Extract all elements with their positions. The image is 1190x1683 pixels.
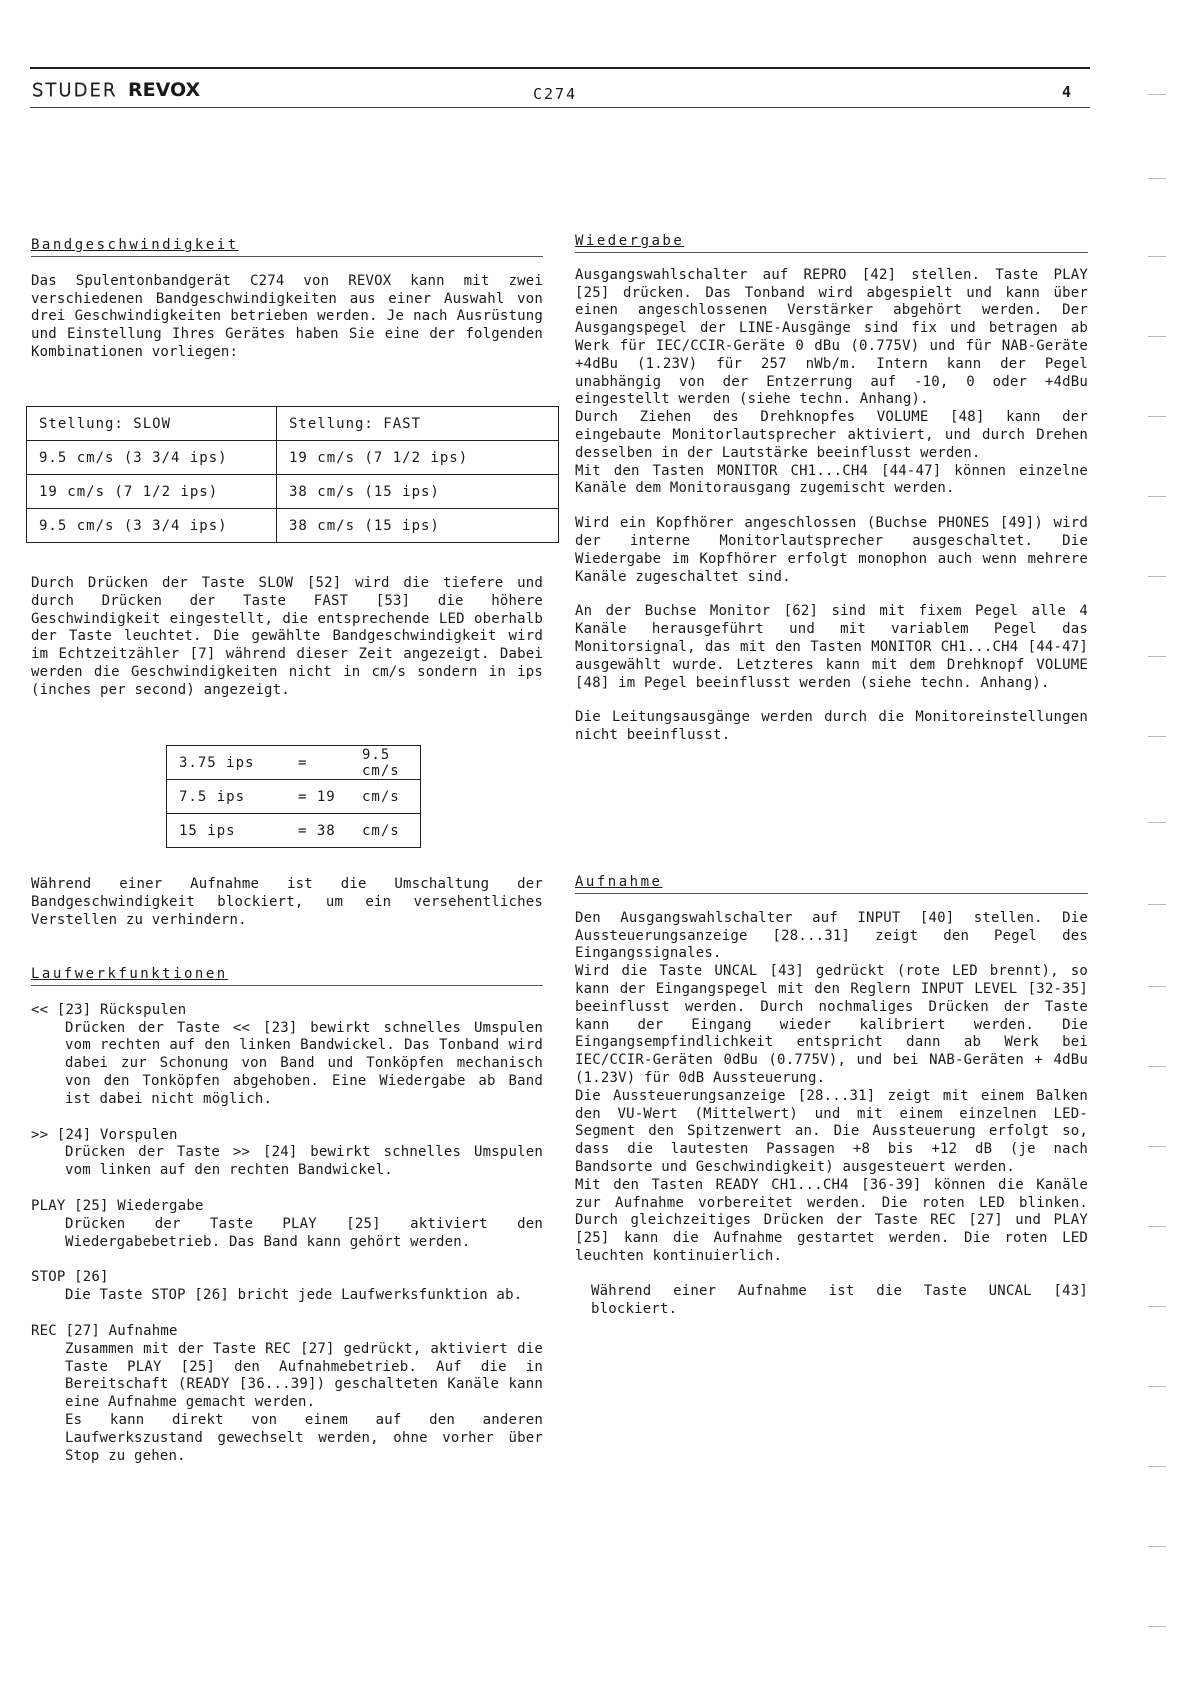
list-item [31, 1002, 543, 1109]
margin-tick [1148, 336, 1166, 337]
heading-wiedergabe: Wiedergabe [575, 233, 685, 249]
ips-conversion-table [166, 745, 421, 848]
table-header-cell: Stellung: FAST [277, 407, 559, 441]
margin-tick [1148, 576, 1166, 577]
item-label: PLAY [25] Wiedergabe [31, 1197, 204, 1214]
aufnahme-p4: Mit den Tasten READY CH1...CH4 [36-39] können die Kanäle zur Aufnahme vorbereitet werden. Die roten LED blinken. Durch gleichzeitiges Drücken der Taste REC [27] und PLAY [25] kann die Aufnahme gestartet werden. Die roten LED leuchten kontinuierlich. [575, 1176, 1088, 1264]
model-number: C274 [533, 85, 578, 103]
page-number: 4 [1062, 83, 1072, 101]
margin-tick [1148, 822, 1166, 823]
margin-tick [1148, 1146, 1166, 1147]
heading-bandgeschwindigkeit: Bandgeschwindigkeit [31, 237, 239, 253]
item-text: Drücken der Taste << [23] bewirkt schnelles Umspulen vom rechten auf den linken Bandwickel. Das Tonband wird dabei zur Schonung von Band und Tonköpfen mechanisch von den Tonköpfen abgehoben. Eine Wiedergabe ab Band ist dabei nicht möglich. [65, 1019, 543, 1107]
aufnahme-p2: Wird die Taste UNCAL [43] gedrückt (rote LED brennt), so kann der Eingangspegel mit den Reglern INPUT LEVEL [32-35] beeinflusst werden. Durch nochmaliges Drücken der Taste kann der Eingang wieder kalibriert werden. Die Eingangsempfindlichkeit entspricht dann ab Werk bei IEC/CCIR-Geräten 0dBu (0.775V), und bei NAB-Geräten + 4dBu (1.23V) für 0dB Aussteuerung. [575, 963, 1088, 1086]
table-header-cell: Stellung: SLOW [27, 407, 277, 441]
margin-tick [1148, 496, 1166, 497]
studer-logo: STUDER [32, 80, 118, 101]
section-heading-wrap [31, 237, 543, 257]
list-item [31, 1269, 543, 1305]
table-cell: 38 cm/s (15 ips) [277, 475, 559, 509]
section-bandgeschwindigkeit [31, 237, 543, 362]
table-row [27, 441, 559, 475]
aufnahme-p1: Den Ausgangswahlschalter auf INPUT [40] stellen. Die Aussteuerungsanzeige [28...31] zeigt den Pegel des Eingangssignales. [575, 909, 1088, 962]
margin-tick [1148, 178, 1166, 179]
table-cell: 9.5 cm/s (3 3/4 ips) [27, 509, 277, 543]
table-cell: 15 ips [167, 814, 287, 848]
bandgeschw-para2: Durch Drücken der Taste SLOW [52] wird die tiefere und durch Drücken der Taste FAST [53] die höhere Geschwindigkeit eingestellt, die entsprechende LED oberhalb der Taste leuchtet. Die gewählte Bandgeschwindigkeit wird im Echtzeitzähler [7] während dieser Zeit angezeigt. Dabei werden die Geschwindigkeiten nicht in cm/s sondern in ips (inches per second) angezeigt. [31, 575, 543, 698]
table-row [27, 475, 559, 509]
section-heading-wrap [575, 874, 1088, 894]
section-wiedergabe [575, 233, 1088, 745]
table-cell: cm/s [350, 780, 421, 814]
margin-tick [1148, 1066, 1166, 1067]
table-cell: 9.5 cm/s (3 3/4 ips) [27, 441, 277, 475]
header-top-rule [30, 67, 1090, 69]
margin-tick [1148, 1386, 1166, 1387]
item-label: >> [24] Vorspulen [31, 1126, 178, 1143]
table-cell: = [286, 746, 350, 780]
item-text: Drücken der Taste >> [24] bewirkt schnelles Umspulen vom linken auf den rechten Bandwickel. [65, 1144, 543, 1179]
margin-tick [1148, 1466, 1166, 1467]
table-row [167, 814, 421, 848]
table-row [27, 509, 559, 543]
table-cell: 19 cm/s (7 1/2 ips) [277, 441, 559, 475]
item-label: << [23] Rückspulen [31, 1001, 187, 1018]
item-label: STOP [26] [31, 1269, 109, 1286]
section-aufnahme [575, 874, 1088, 1318]
table-cell: 19 cm/s (7 1/2 ips) [27, 475, 277, 509]
bandgeschw-para3: Während einer Aufnahme ist die Umschaltung der Bandgeschwindigkeit blockiert, um ein versehentliches Verstellen zu verhindern. [31, 876, 543, 928]
table-cell: 38 cm/s (15 ips) [277, 509, 559, 543]
table-cell: 3.75 ips [167, 746, 287, 780]
bandgeschw-para3-wrap [31, 876, 543, 929]
margin-tick [1148, 736, 1166, 737]
item-text-2: Es kann direkt von einem auf den anderen Laufwerkszustand gewechselt werden, ohne vorher über Stop zu gehen. [65, 1411, 543, 1464]
wiedergabe-p3: Mit den Tasten MONITOR CH1...CH4 [44-47] können einzelne Kanäle dem Monitorausgang zugemischt werden. [575, 462, 1088, 497]
wiedergabe-p5: An der Buchse Monitor [62] sind mit fixem Pegel alle 4 Kanäle herausgeführt und mit variablem Pegel das Monitorsignal, das mit den Tasten MONITOR CH1...CH4 [44-47] ausgewählt wurde. Letzteres kann mit dem Drehknopf VOLUME [48] im Pegel beeinflusst werden (siehe techn. Anhang). [575, 603, 1088, 691]
table-cell: 7.5 ips [167, 780, 287, 814]
margin-tick [1148, 986, 1166, 987]
wiedergabe-p1: Ausgangswahlschalter auf REPRO [42] stellen. Taste PLAY [25] drücken. Das Tonband wird abgespielt und kann über einen angeschlossenen Verstärker abgehört werden. Der Ausgangspegel der LINE-Ausgänge sind fix und betragen ab Werk für IEC/CCIR-Geräte 0 dBu (0.775V) und für NAB-Geräte +4dBu (1.23V) für 257 nWb/m. Intern kann der Pegel unabhängig von der Entzerrung auf -10, 0 oder +4dBu eingestellt werden (siehe techn. Anhang). [575, 266, 1088, 408]
item-text: Zusammen mit der Taste REC [27] gedrückt, aktiviert die Taste PLAY [25] den Aufnahmebetrieb. Auf die in Bereitschaft (READY [36...39]) geschalteten Kanäle kann eine Aufnahme gemacht werden. [65, 1340, 543, 1411]
table-cell: 9.5 cm/s [350, 746, 421, 780]
margin-tick [1148, 256, 1166, 257]
header-bottom-rule [30, 107, 1090, 108]
table-header-row [27, 407, 559, 441]
margin-tick [1148, 94, 1166, 95]
revox-logo: REVOX [128, 79, 201, 101]
margin-tick [1148, 904, 1166, 905]
section-heading-wrap [575, 233, 1088, 253]
list-item [31, 1198, 543, 1251]
margin-tick [1148, 416, 1166, 417]
table-cell: cm/s [350, 814, 421, 848]
item-label: REC [27] Aufnahme [31, 1322, 178, 1339]
margin-tick [1148, 1626, 1166, 1627]
item-text: Drücken der Taste PLAY [25] aktiviert den Wiedergabebetrieb. Das Band kann gehört werden. [65, 1215, 543, 1250]
bandgeschw-intro: Das Spulentonbandgerät C274 von REVOX kann mit zwei verschiedenen Bandgeschwindigkeiten aus einer Auswahl von drei Geschwindigkeiten betrieben werden. Je nach Ausrüstung und Einstellung Ihres Gerätes haben Sie eine der folgenden Kombinationen vorliegen: [31, 272, 543, 360]
margin-tick [1148, 656, 1166, 657]
table-cell: = 38 [286, 814, 350, 848]
list-item [31, 1127, 543, 1180]
margin-tick [1148, 1226, 1166, 1227]
heading-aufnahme: Aufnahme [575, 874, 663, 890]
aufnahme-p5: Während einer Aufnahme ist die Taste UNCAL [43] blockiert. [591, 1282, 1088, 1317]
wiedergabe-p6: Die Leitungsausgänge werden durch die Monitoreinstellungen nicht beeinflusst. [575, 709, 1088, 744]
section-laufwerkfunktionen [31, 966, 543, 1465]
wiedergabe-p4: Wird ein Kopfhörer angeschlossen (Buchse PHONES [49]) wird der interne Monitorlautsprecher ausgeschaltet. Die Wiedergabe im Kopfhörer erfolgt monophon auch wenn mehrere Kanäle zugeschaltet sind. [575, 515, 1088, 585]
table-row [167, 780, 421, 814]
wiedergabe-p2: Durch Ziehen des Drehknopfes VOLUME [48] kann der eingebaute Monitorlautsprecher aktiviert, und durch Drehen desselben in der Lautstärke beeinflusst werden. [575, 409, 1088, 461]
item-text: Die Taste STOP [26] bricht jede Laufwerksfunktion ab. [65, 1287, 523, 1304]
table-cell: = 19 [286, 780, 350, 814]
margin-tick [1148, 1546, 1166, 1547]
margin-tick [1148, 1306, 1166, 1307]
list-item [31, 1323, 543, 1465]
speed-combination-table [26, 406, 559, 543]
heading-laufwerkfunktionen: Laufwerkfunktionen [31, 966, 228, 982]
section-heading-wrap [31, 966, 543, 986]
aufnahme-p3: Die Aussteuerungsanzeige [28...31] zeigt mit einem Balken den VU-Wert (Mittelwert) und mit einem einzelnen LED-Segment den Spitzenwert an. Die Aussteuerung erfolgt so, dass die lautesten Passagen +8 bis +12 dB (je nach Bandsorte und Geschwindigkeit) ausgesteuert werden. [575, 1087, 1088, 1175]
table-row [167, 746, 421, 780]
bandgeschw-para2-wrap [31, 575, 543, 700]
